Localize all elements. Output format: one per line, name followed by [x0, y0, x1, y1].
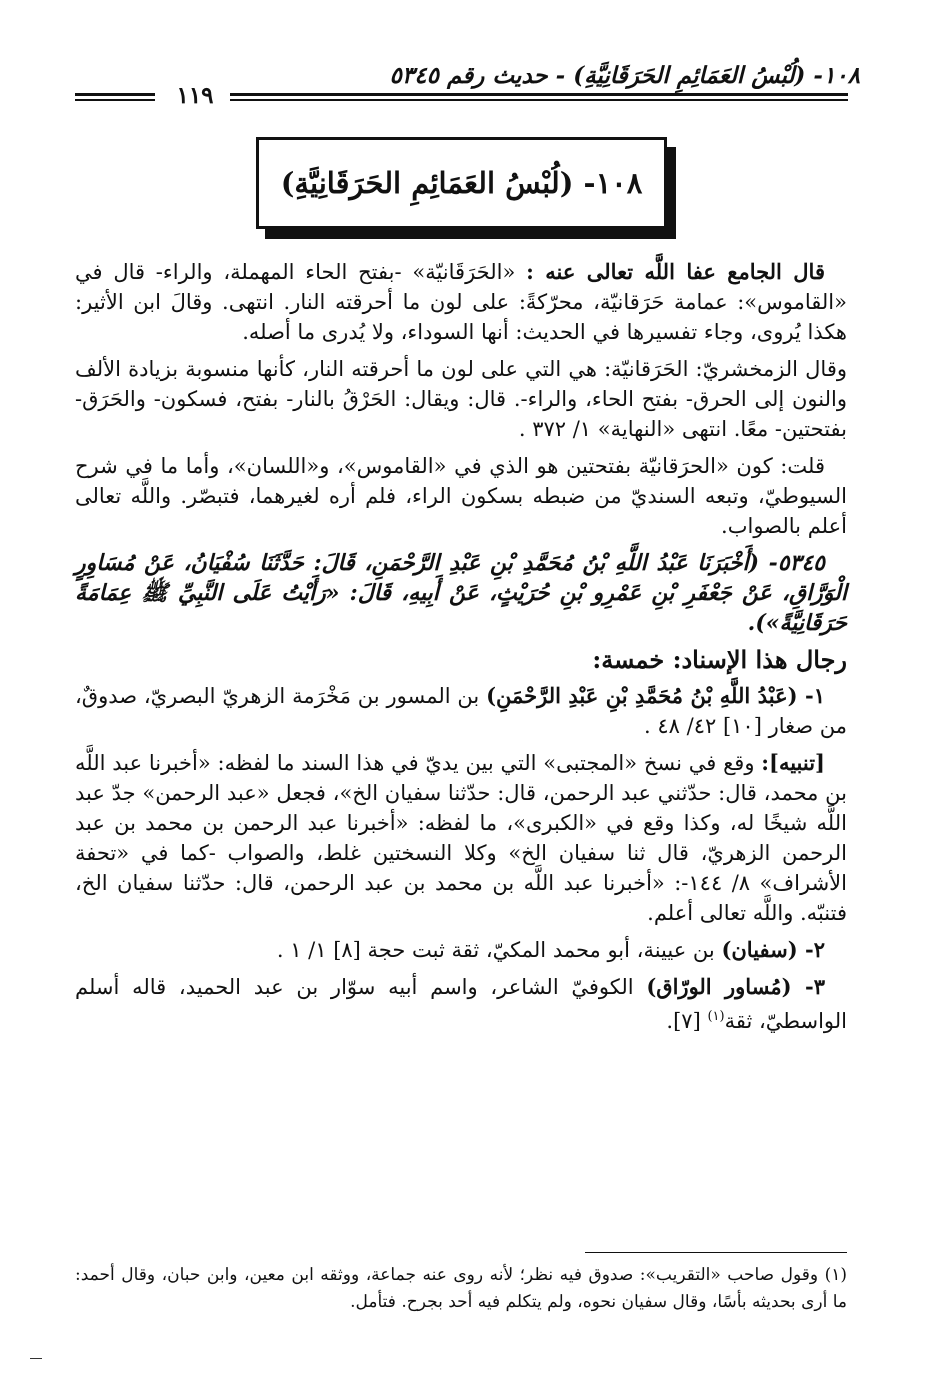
- footnote-text: (١) وقول صاحب «التقريب»: صدوق فيه نظر؛ لأنه روى عنه جماعة، ووثقه ابن معين، وابن حبان، وقال أحمد: ما أرى بحديثه بأسًا، وقال سفيان نحوه، ولم يتكلم فيه أحد بجرح. فتأمل.: [75, 1265, 847, 1312]
- narrator-2: [75, 935, 847, 965]
- narrator-1-text: بن المسور بن مَخْرَمة الزهريّ البصريّ، صدوقٌ، من صغار [١٠] ٤٢/ ٤٨ .: [75, 684, 847, 738]
- author-remark-lead: قال الجامع عفا اللَّه تعالى عنه :: [526, 259, 825, 284]
- header-rule: [230, 93, 848, 96]
- note-lead: [تنبيه]:: [761, 750, 825, 775]
- chapter-title-box: [256, 137, 667, 229]
- main-text: [75, 257, 847, 1043]
- hadith-text: ٥٣٤٥- (أَخْبَرَنَا عَبْدُ اللَّهِ بْنُ مُحَمَّدِ بْنِ عَبْدِ الرَّحْمَنِ، قَالَ: حَدَّثَنَا سُفْيَانُ، عَنْ مُسَاوِرٍ الْوَرَّاقِ، عَنْ جَعْفَرِ بْنِ عَمْرِو بْنِ حُرَيْثٍ، عَنْ أَبِيهِ، قَالَ: «رَأَيْتُ عَلَى النَّبِيِّ ﷺ عِمَامَةً حَرَقَانِيَّةً»).: [75, 550, 847, 636]
- narrator-1: [75, 681, 847, 741]
- narrator-2-text: بن عيينة، أبو محمد المكيّ، ثقة ثبت حجة [٨] ١/ ١ .: [276, 938, 722, 962]
- section-heading: رجال هذا الإسناد: خمسة:: [592, 645, 847, 674]
- paragraph-intro: [75, 257, 847, 347]
- scan-mark: [30, 1358, 42, 1359]
- footnote-rule: [585, 1252, 847, 1253]
- running-header-title: ١٠٨- (لُبْسُ العَمَائِمِ الحَرَقَانِيَّةِ) - حديث رقم ٥٣٤٥: [389, 62, 860, 89]
- footnote-area: [75, 1262, 847, 1316]
- narrator-2-name: ٢- (سفيان): [721, 937, 825, 962]
- narrator-3-tail: [٧].: [666, 1009, 708, 1033]
- narrator-3-name: ٣- (مُساور الورّاق): [646, 974, 825, 999]
- note-paragraph: [75, 748, 847, 928]
- page-number-rule: [75, 93, 155, 96]
- chapter-title: ١٠٨- (لُبْسُ العَمَائِمِ الحَرَقَانِيَّةِ): [280, 166, 643, 200]
- paragraph-comment: قلت: كون «الحرَقانيّة بفتحتين هو الذي في «القاموس»، و«اللسان»، وأما ما في شرح السيوطيّ، وتبعه السنديّ من ضبطه بسكون الراء، فلم أره لغيرهما، فتبصّر. واللَّه تعالى أعلم بالصواب.: [75, 454, 847, 538]
- footnote-reference: (١): [707, 1009, 725, 1024]
- narrator-1-name: ١- (عَبْدُ اللَّهِ بْنُ مُحَمَّدِ بْنِ عَبْدِ الرَّحْمَنِ): [486, 683, 825, 708]
- page-number: ١١٩: [176, 82, 214, 109]
- header-rule-double: [230, 99, 848, 101]
- paragraph-zamakhshari: وقال الزمخشريّ: الحَرَقانيّة: هي التي على لون ما أحرقته النار، كأنها منسوبة بزيادة الألف والنون إلى الحرق- بفتح الحاء، والراء-. قال: ويقال: الحَرْقُ بالنار- بفتح، فسكون- والحَرَق- بفتحتين- معًا. انتهى «النهاية» ١/ ٣٧٢ .: [75, 357, 848, 441]
- page-number-rule-double: [75, 99, 155, 101]
- note-text: وقع في نسخ «المجتبى» التي بين يديّ في هذا السند ما لفظه: «أخبرنا عبد اللَّه بن محمد، قال: حدّثني عبد الرحمن، قال: حدّثنا سفيان الخ»، فجعل «عبد الرحمن» جدّ عبد اللَّه شيخًا له، وكذا وقع في «الكبرى»، ما لفظه: «أخبرنا عبد الرحمن بن محمد بن عبد الرحمن الزهريّ، قال ثنا سفيان الخ» وكلا النسختين غلط، والصواب -كما في «تحفة الأشراف» ٨/ ١٤٤-: «أخبرنا عبد اللَّه بن محمد بن عبد الرحمن، قال: حدّثنا سفيان الخ، فتنبّه. واللَّه تعالى أعلم.: [75, 751, 847, 925]
- paragraph-intro-text: «الحَرَقَانيّة» -بفتح الحاء المهملة، والراء- قال في «القاموس»: عمامة حَرَقانيّة، محرّكةً: على لون ما أحرقته النار. انتهى. وقالَ ابن الأثير: هكذا يُروى، وجاء تفسيرها في الحديث: أنها السوداء، ولا يُدرى ما أصله.: [75, 260, 847, 344]
- narrator-3-text: الكوفيّ الشاعر، واسم أبيه سوّار بن عبد الحميد، قاله أسلم الواسطيّ، ثقة: [75, 975, 847, 1033]
- narrator-3: [75, 972, 847, 1036]
